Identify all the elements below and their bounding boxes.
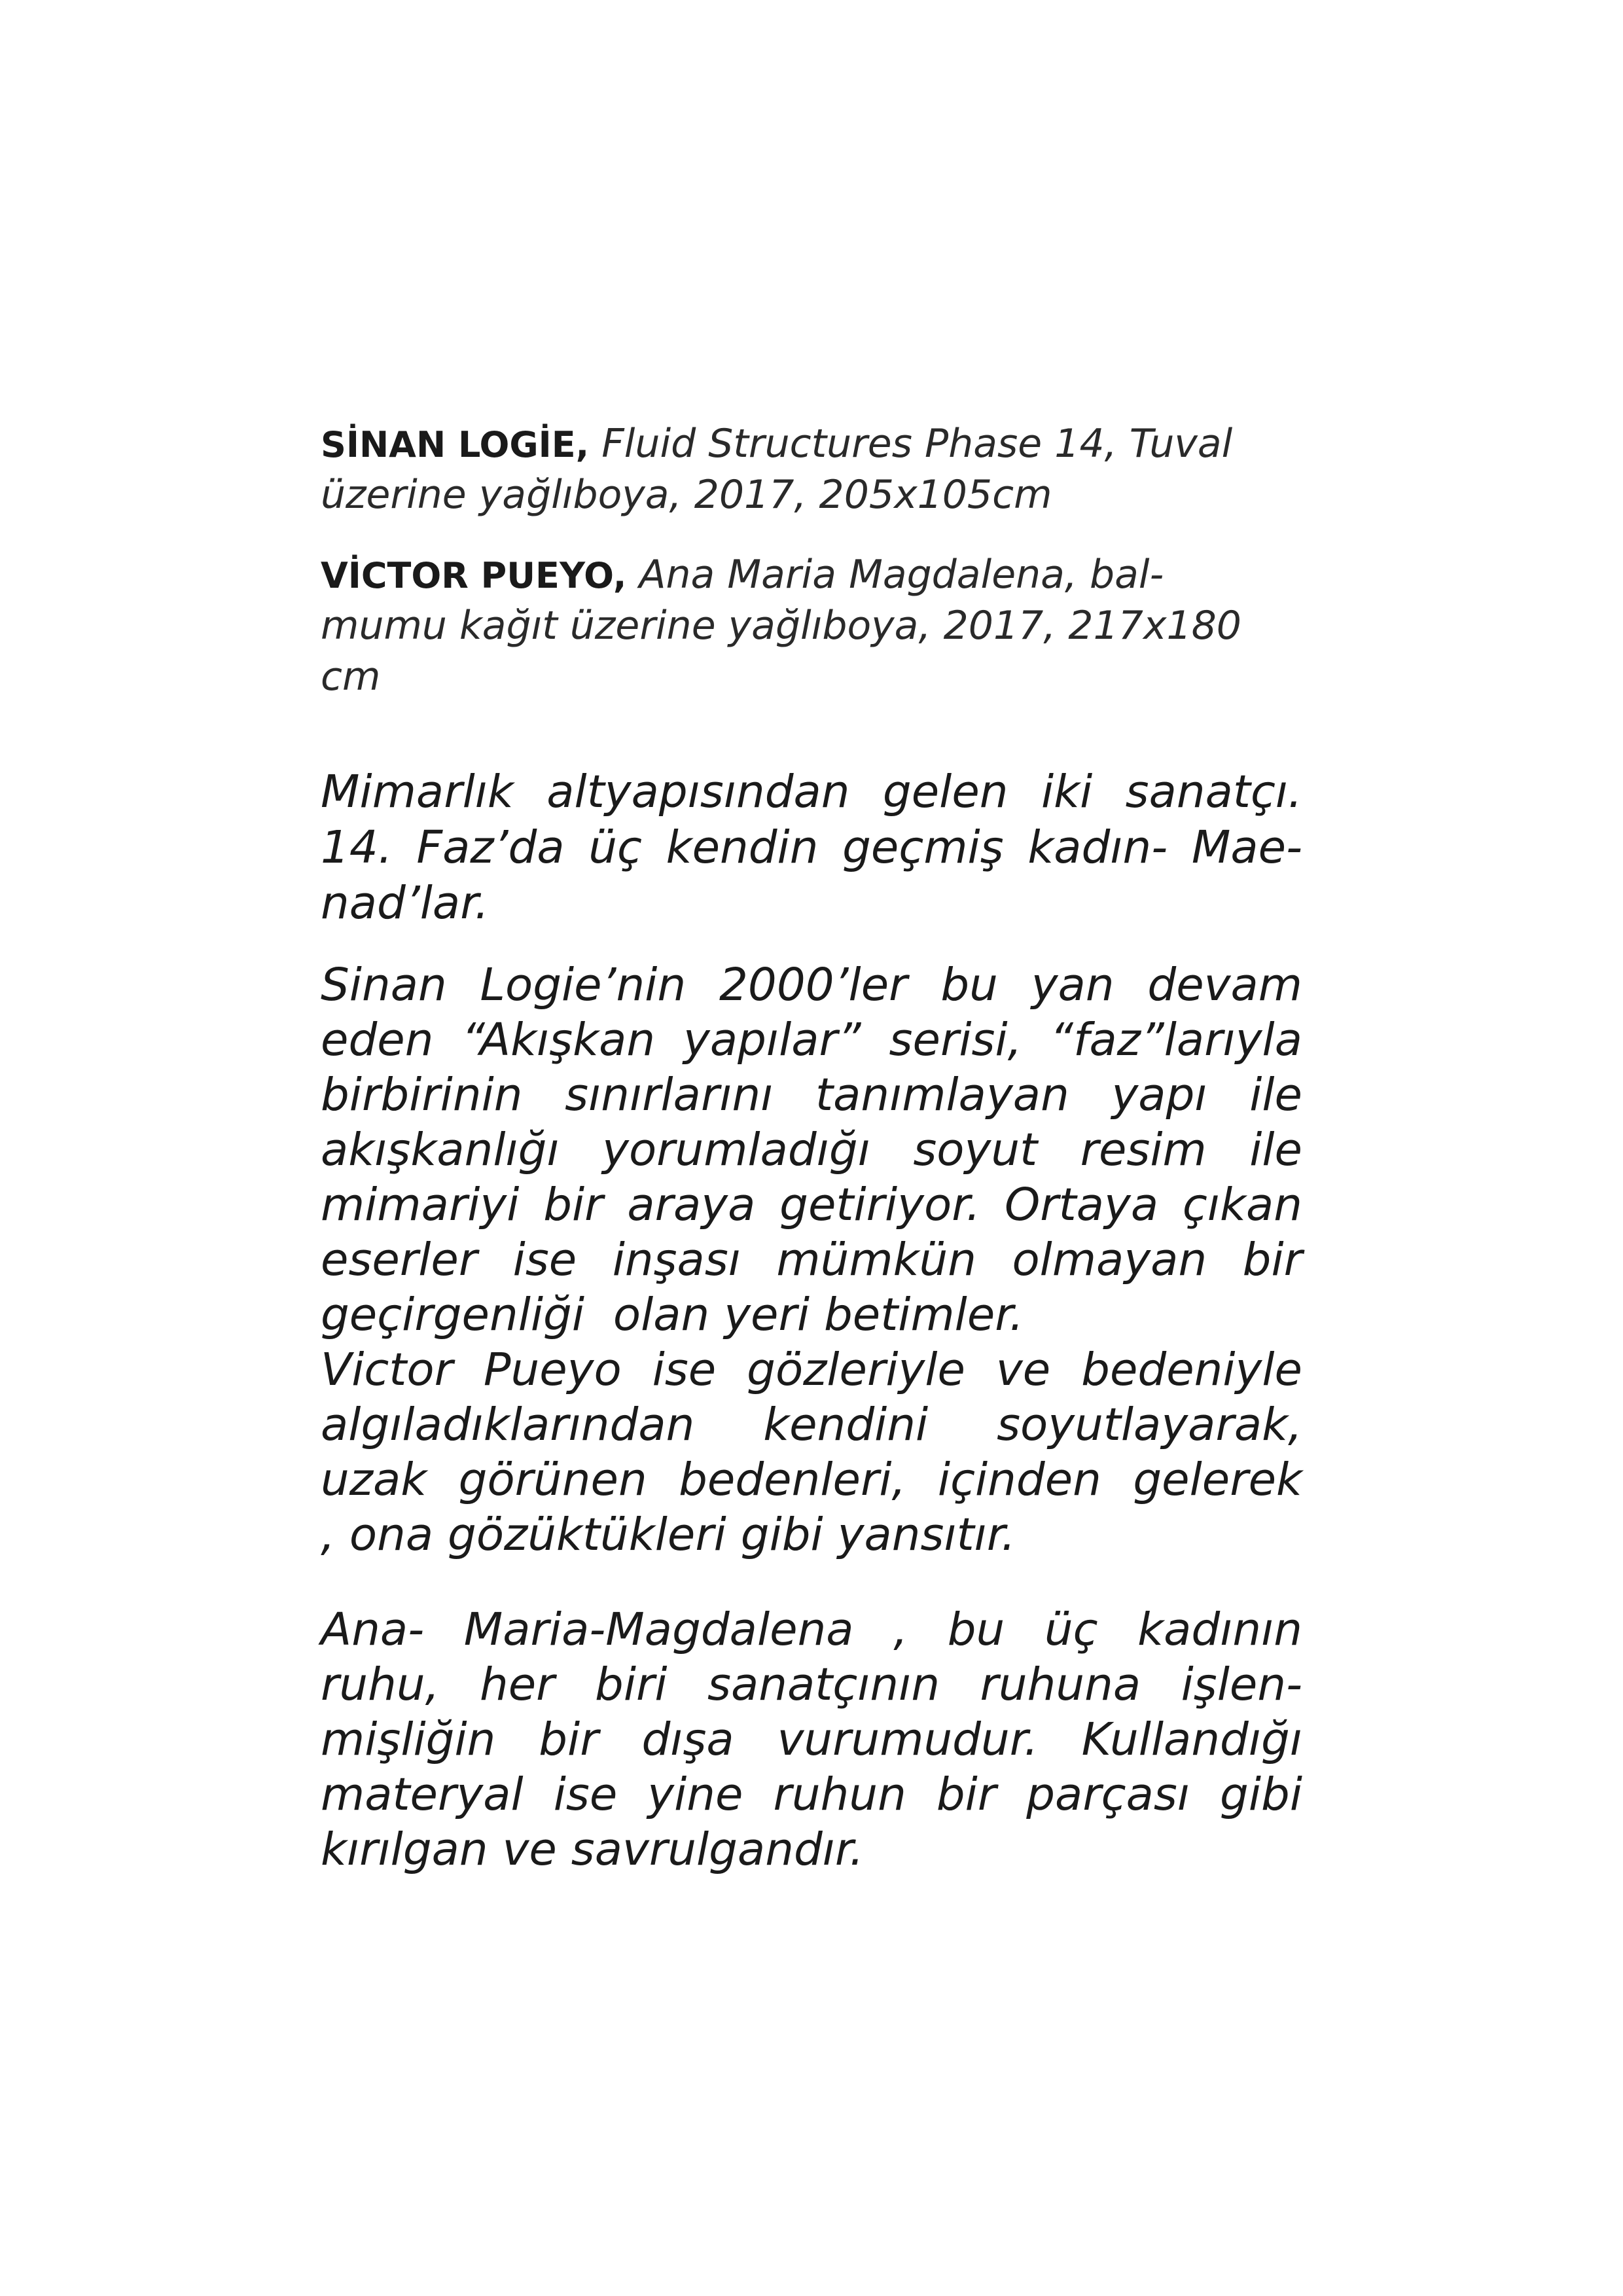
paragraph-line: kırılgan ve savrulgandır.	[321, 1823, 864, 1876]
paragraph-line: akışkanlığı yorumladığı soyut resim ile	[321, 1124, 1302, 1176]
paragraph-line: materyal ise yine ruhun bir parçası gibi	[321, 1768, 1302, 1821]
paragraph-line: Victor Pueyo ise gözleriyle ve bedeniyle	[321, 1344, 1302, 1396]
paragraph-line: eserler ise inşası mümkün olmayan bir	[321, 1234, 1302, 1286]
paragraph-line: mimariyi bir araya getiriyor. Ortaya çıkan	[321, 1179, 1302, 1231]
artist-name: VİCTOR PUEYO,	[321, 555, 627, 596]
artwork-details: Ana Maria Magdalena, bal-	[639, 552, 1164, 598]
artist-name: SİNAN LOGİE,	[321, 424, 590, 465]
paragraph-line: nad’lar.	[321, 877, 490, 929]
paragraph-line: ruhu, her biri sanatçının ruhuna işlen-	[321, 1659, 1302, 1711]
paragraph-line: 14. Faz’da üç kendin geçmiş kadın- Mae-	[321, 821, 1302, 874]
paragraph-line: algıladıklarından kendini soyutlayarak,	[321, 1399, 1302, 1451]
paragraph-line: , ona gözüktükleri gibi yansıtır.	[321, 1509, 1016, 1561]
artwork-details: Fluid Structures Phase 14, Tuval	[601, 421, 1233, 467]
paragraph-line: Sinan Logie’nin 2000’ler bu yan devam	[321, 959, 1302, 1011]
paragraph-line: Ana- Maria-Magdalena , bu üç kadının	[321, 1604, 1302, 1656]
caption-line	[321, 419, 1232, 470]
caption-line	[321, 550, 1164, 601]
paragraph-line: eden “Akışkan yapılar” serisi, “faz”larıyla	[321, 1014, 1302, 1066]
artwork-details: mumu kağıt üzerine yağlıboya, 2017, 217x180	[321, 603, 1241, 649]
artwork-details: üzerine yağlıboya, 2017, 205x105cm	[321, 472, 1052, 518]
paragraph-line: birbirinin sınırlarını tanımlayan yapı ile	[321, 1069, 1302, 1121]
paragraph-line: uzak görünen bedenleri, içinden gelerek	[321, 1454, 1302, 1506]
artwork-details: cm	[321, 654, 381, 700]
paragraph-line: Mimarlık altyapısından gelen iki sanatçı.	[321, 766, 1302, 818]
paragraph-line: geçirgenliği olan yeri betimler.	[321, 1289, 1024, 1341]
paragraph-line: mişliğin bir dışa vurumudur. Kullandığı	[321, 1713, 1302, 1766]
